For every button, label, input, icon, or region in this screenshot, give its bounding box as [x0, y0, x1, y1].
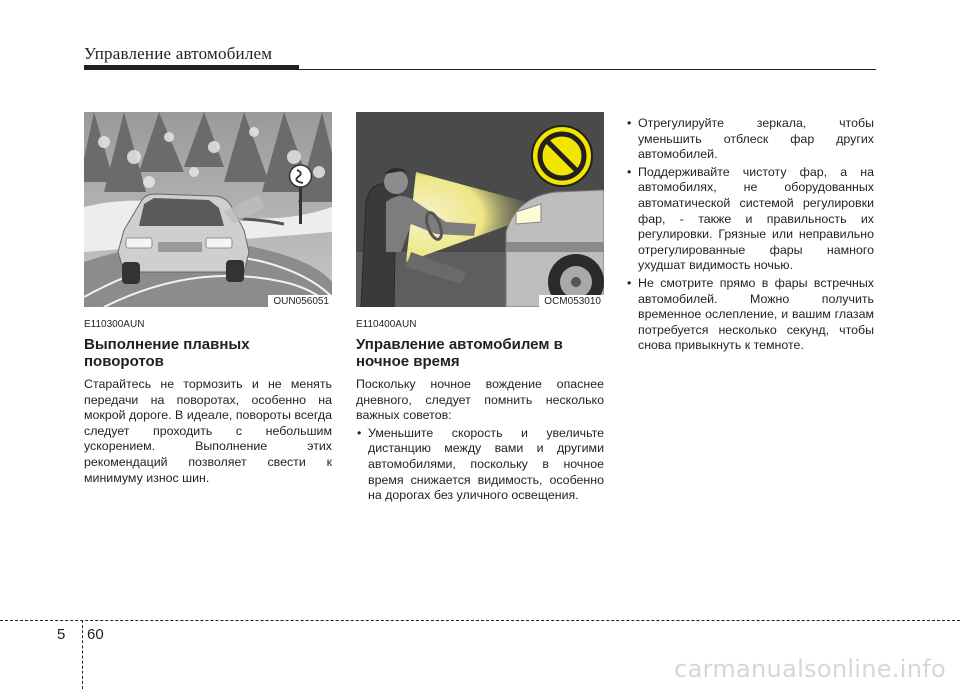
bullet-icon: • — [627, 164, 632, 179]
watermark: carmanualsonline.info — [674, 655, 946, 683]
figure-snowy-curve — [84, 112, 332, 307]
column-left — [84, 112, 332, 486]
section-body-text: Старайтесь не тормозить и не менять передачи на поворотах, особенно на мокрой дороге. В идеале, повороты всегда следует проходить с небольшим ускорением. Выполнение этих рекомендаций позволяет свести к минимуму износ шин. — [84, 377, 332, 485]
snowy-road-illustration — [84, 112, 332, 307]
tips-list-part2 — [626, 116, 874, 354]
tips-list-part1 — [356, 426, 604, 504]
page-number: 60 — [87, 626, 104, 643]
footer-divider — [0, 620, 960, 621]
list-item: • Отрегулируйте зеркала, чтобы уменьшить отблеск фар других автомобилей. — [627, 116, 874, 162]
list-item: • Не смотрите прямо в фары встречных автомобилей. Можно получить временное ослепление, и вашим глазам потребуется несколько секунд, чтобы снова привыкнуть к темноте. — [627, 275, 874, 353]
page-header-title: Управление автомобилем — [84, 44, 273, 63]
header-rule-thin — [84, 69, 876, 70]
section-title: Выполнение плавных поворотов — [84, 336, 250, 370]
section-code: E110400AUN — [356, 319, 417, 330]
column-middle — [356, 112, 604, 506]
figure-code: OCM053010 — [539, 295, 604, 307]
bullet-icon: • — [627, 116, 632, 130]
list-item: • Поддерживайте чистоту фар, а на автомобилях, не оборудованных автоматической системой регулировки фар, - также и правильность их регулировки. Грязные или неправильно отрегулированные фары намного ухудшат видимость ночью. — [627, 164, 874, 273]
bullet-icon: • — [357, 425, 362, 440]
section-code: E110300AUN — [84, 319, 145, 330]
column-right — [626, 114, 874, 356]
night-glare-illustration — [356, 112, 604, 307]
footer-vertical-divider — [82, 620, 83, 689]
bullet-icon: • — [627, 275, 632, 290]
chapter-number: 5 — [57, 626, 66, 643]
section-title: Управление автомобилем в ночное время — [356, 336, 563, 370]
section-intro-text: Поскольку ночное вождение опаснее дневного, следует помнить несколько важных советов: — [356, 377, 604, 423]
figure-code: OUN056051 — [268, 295, 332, 307]
list-item: • Уменьшите скорость и увеличьте дистанцию между вами и другими автомобилями, поскольку в ночное время снижается видимость, особенно на дорогах без уличного освещения. — [357, 425, 604, 503]
figure-night-driving — [356, 112, 604, 307]
